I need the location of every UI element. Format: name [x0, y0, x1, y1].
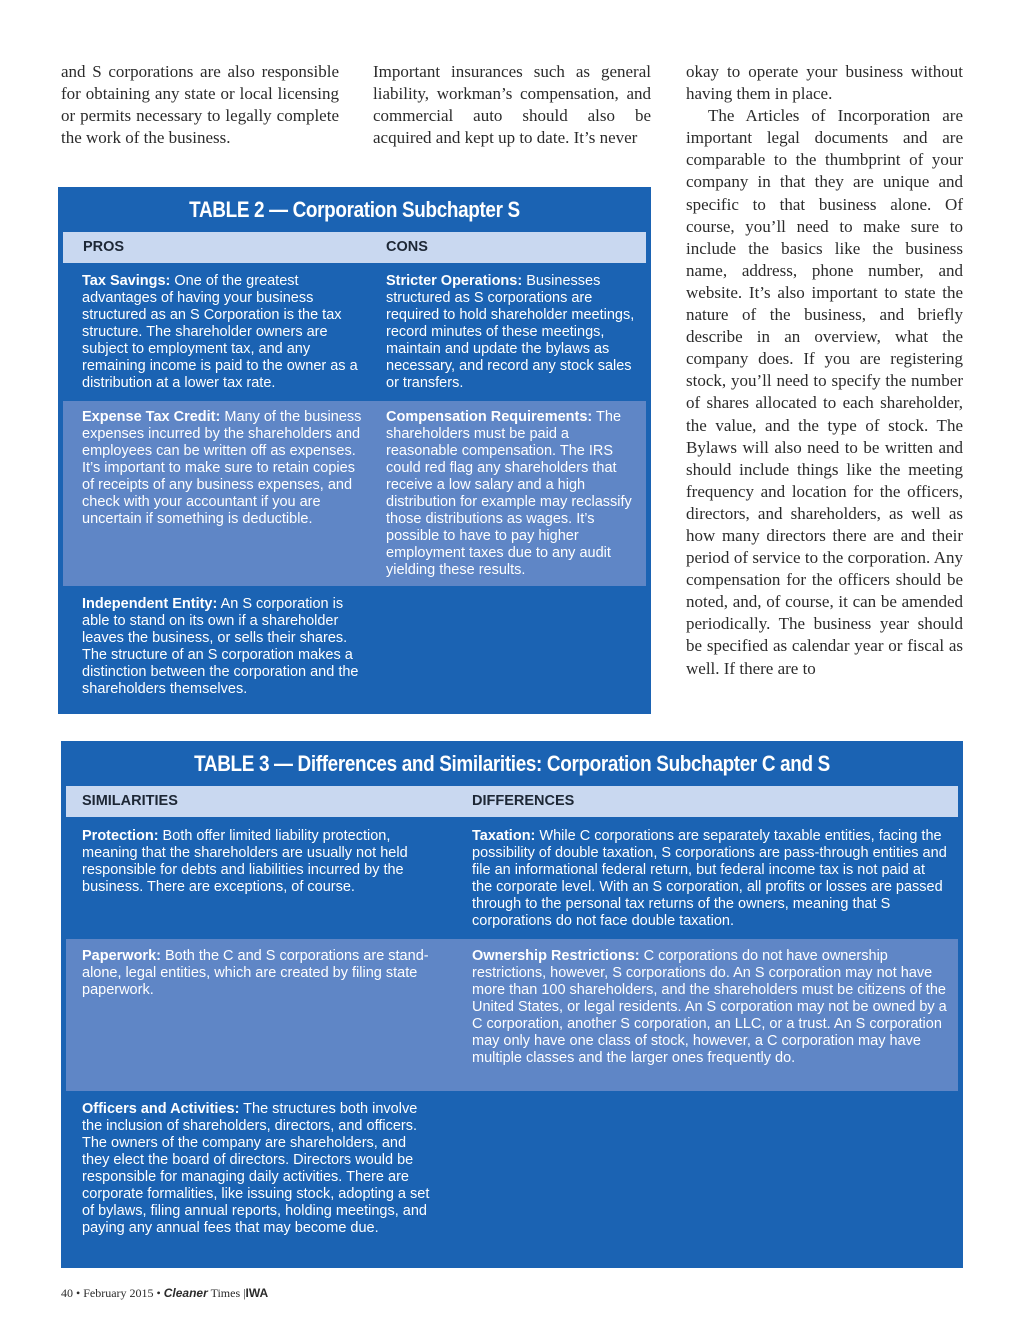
cell-label: Taxation:: [472, 828, 536, 844]
cell-text: C corporations do not have ownership restrictions, however, S corporations do. An S corporation may not have more than 100 shareholders, and the shareholders must be citizens of the United States, or legal residents. An S corporation may not be owned by a C corporation, another S corporation, an LLC, or a trust. An S corporation may only have one class of stock, however, a C corporation may have multiple classes and the larger ones frequently do.: [472, 948, 947, 1066]
cell-text: While C corporations are separately taxable entities, facing the possibility of double taxation, S corporations are pass-through entities and file an informational federal return, but federal income tax is not paid at the corporate level. With an S corporation, all profits or losses are passed through to the personal tax returns of the owners, meaning that S corporations do not face double taxation.: [472, 828, 947, 929]
cell-label: Ownership Restrictions:: [472, 948, 640, 964]
cell-label: Stricter Operations:: [386, 273, 523, 289]
cell-label: Tax Savings:: [82, 273, 171, 289]
article-column-1: [61, 61, 339, 149]
table-row: [63, 587, 646, 709]
page-footer: [61, 1286, 268, 1301]
table-cell-pros: [82, 409, 362, 528]
similarities-heading: SIMILARITIES: [82, 793, 178, 809]
cell-text: Many of the business expenses incurred by the shareholders and employees can be written off as expenses. It’s important to make sure to retain copies of receipts of any business expenses, and check with your accountant if you are uncertain if something is deductible.: [82, 409, 362, 527]
article-column-2: [373, 61, 651, 149]
footer-divider: |: [243, 1286, 246, 1300]
magazine-name-2: Times: [210, 1286, 241, 1300]
bullet-separator: •: [76, 1286, 81, 1300]
table-2: [58, 187, 651, 714]
cell-label: Independent Entity:: [82, 596, 218, 612]
cell-text: Both offer limited liability protection, meaning that the shareholders are usually not held responsible for debts and liabilities incurred by the business. There are exceptions, of course.: [82, 828, 408, 895]
table-cell-cons: [386, 409, 636, 579]
table-cell-similarities: [82, 1101, 432, 1237]
cell-label: Expense Tax Credit:: [82, 409, 221, 425]
magazine-name: Cleaner: [163, 1286, 208, 1300]
page-number: 40: [61, 1286, 73, 1300]
pros-heading: PROS: [83, 239, 125, 255]
cell-label: Paperwork:: [82, 948, 161, 964]
table-cell-pros: [82, 273, 362, 392]
table-row: [66, 818, 958, 937]
table-3: [61, 741, 963, 1268]
table-row: [66, 1093, 958, 1263]
table-cell-differences: [472, 948, 948, 1067]
table-row: [63, 264, 646, 398]
table-cell-pros: [82, 596, 362, 698]
article-paragraph: and S corporations are also responsible for obtaining any state or local licensing or permits necessary to legally complete the work of the business.: [61, 62, 339, 148]
article-paragraph: The Articles of Incorporation are important legal documents and are comparable to the thumbprint of your company in that they are unique and specific to that business alone. Of course, you’ll need to make sure to include the basics like the business name, address, phone number, and website. It’s also important to state the nature of the business, and briefly describe in an overview, what the company does. If you are registering stock, you’ll need to specify the number of shares allocated to each shareholder, the value, and the type of stock. The Bylaws will also need to be written and should include things like the meeting frequency and location for the officers, directors, and shareholders, as well as how many directors there are and their period of service to the corporation. Any compensation for the officers should be noted, and, of course, it can be amended periodically. The business year should be specified as calendar year or fiscal as well. If there are to: [686, 106, 963, 678]
article-paragraph: Important insurances such as general liability, workman’s compensation, and commercial auto should also be acquired and kept up to date. It’s never: [373, 62, 651, 148]
table-3-title: TABLE 3 — Differences and Similarities: Corporation Subchapter C and S: [194, 751, 830, 776]
cell-label: Protection:: [82, 828, 159, 844]
cell-text: The shareholders must be paid a reasonable compensation. The IRS could red flag any shareholders that receive a low salary and a high distribution for example may reclassify those distributions as wages. It’s possible to have to pay higher employment taxes due to any audit yielding these results.: [386, 409, 632, 578]
table-row: [66, 939, 958, 1091]
cell-text: An S corporation is able to stand on its own if a shareholder leaves the business, or sells their shares. The structure of an S corporation makes a distinction between the corporation and the shareholders themselves.: [82, 596, 359, 697]
org-name: IWA: [245, 1286, 269, 1300]
table-row: [63, 401, 646, 586]
table-cell-differences: [472, 828, 948, 930]
cell-text: One of the greatest advantages of having your business structured as an S Corporation is the tax structure. The shareholder owners are subject to employment tax, and any remaining income is paid to the owner as a distribution at a lower tax rate.: [82, 273, 358, 391]
table-2-header: [63, 232, 646, 263]
table-cell-similarities: [82, 948, 432, 999]
article-paragraph: okay to operate your business without having them in place.: [686, 62, 963, 104]
table-3-header: [66, 786, 958, 817]
article-column-3: [686, 61, 963, 680]
cell-text: Businesses structured as S corporations are required to hold shareholder meetings, record minutes of these meetings, maintain and update the bylaws as necessary, and record any stock sales or transfers.: [386, 273, 635, 391]
cell-label: Officers and Activities:: [82, 1101, 240, 1117]
issue-date: February 2015: [83, 1286, 154, 1300]
cons-heading: CONS: [386, 239, 428, 255]
differences-heading: DIFFERENCES: [472, 793, 575, 809]
cell-label: Compensation Requirements:: [386, 409, 593, 425]
cell-text: The structures both involve the inclusion of shareholders, directors, and officers. The owners of the company are shareholders, and they elect the board of directors. Directors would be responsible for managing daily activities. There are corporate formalities, like issuing stock, adopting a set of bylaws, filing annual reports, holding meetings, and paying any annual fees that may become due.: [82, 1101, 430, 1236]
table-cell-cons: [386, 273, 636, 392]
table-2-title: TABLE 2 — Corporation Subchapter S: [189, 197, 520, 222]
table-cell-similarities: [82, 828, 432, 896]
bullet-separator: •: [156, 1286, 161, 1300]
cell-text: Both the C and S corporations are stand-alone, legal entities, which are created by filing state paperwork.: [82, 948, 429, 998]
